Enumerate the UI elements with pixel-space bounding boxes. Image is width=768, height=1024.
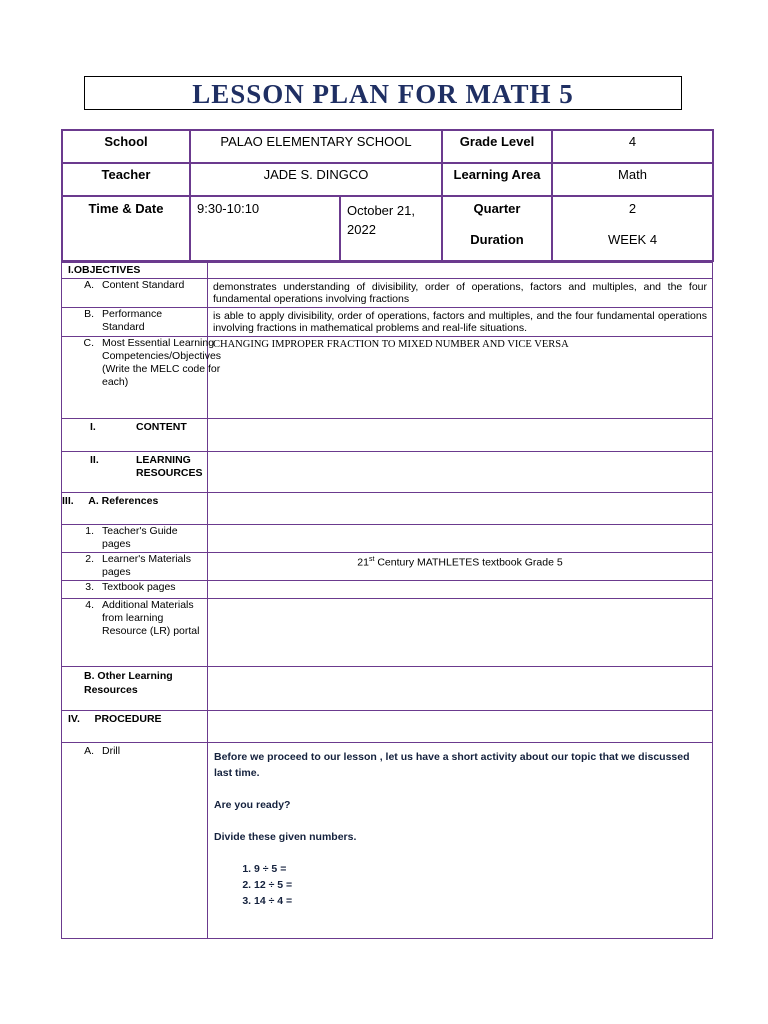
quarter-label: Quarter <box>473 201 521 216</box>
duration-value: WEEK 4 <box>607 232 658 247</box>
drill-intro: Before we proceed to our lesson , let us have a short activity about our topic that we discussed last time. <box>214 751 690 779</box>
other-resources-label: B. Other Learning Resources <box>62 667 208 711</box>
textbook-title: Century MATHLETES textbook Grade 5 <box>377 556 563 569</box>
references-num: III. <box>62 495 74 507</box>
reference-num: 3. <box>85 581 94 593</box>
page-title: LESSON PLAN FOR MATH 5 <box>192 79 574 109</box>
resources-num: II. <box>90 454 99 466</box>
references-label: A. References <box>88 495 159 507</box>
melc-label: Most Essential Learning Competencies/Objectives (Write the MELC code for each) <box>102 337 222 388</box>
teacher-value: JADE S. DINGCO <box>190 163 442 196</box>
resources-cell <box>62 452 208 493</box>
drill-list <box>214 861 706 909</box>
duration-label: Duration <box>470 232 524 247</box>
date-value: October 21, 2022 <box>340 196 442 261</box>
drill-item: 2. 12 ÷ 5 = <box>254 877 706 893</box>
performance-standard-cell <box>62 308 208 337</box>
content-standard-label: Content Standard <box>102 279 185 291</box>
drill-instruction: Divide these given numbers. <box>214 831 357 843</box>
performance-num: B. <box>84 308 94 320</box>
time-label: Time & Date <box>62 196 190 261</box>
learners-materials-value <box>208 553 713 581</box>
reference-num: 1. <box>85 525 94 537</box>
performance-label: Performance Standard <box>102 308 163 333</box>
reference-item-4 <box>62 599 208 667</box>
content-standard-num: A. <box>84 279 94 291</box>
procedure-cell <box>62 711 208 743</box>
area-label: Learning Area <box>442 163 552 196</box>
reference-item-1 <box>62 525 208 553</box>
reference-item-2 <box>62 553 208 581</box>
teacher-label: Teacher <box>62 163 190 196</box>
drill-label: Drill <box>102 745 121 757</box>
area-value: Math <box>552 163 713 196</box>
school-value: PALAO ELEMENTARY SCHOOL <box>190 130 442 163</box>
content-standard-cell <box>62 279 208 308</box>
grade-value: 4 <box>552 130 713 163</box>
info-table <box>61 129 714 262</box>
quarter-duration-labels <box>442 196 552 261</box>
reference-label: Textbook pages <box>102 581 176 593</box>
time-value: 9:30-10:10 <box>190 196 340 261</box>
drill-ready: Are you ready? <box>214 799 291 811</box>
reference-item-3 <box>62 581 208 599</box>
performance-standard-text: is able to apply divisibility, order of operations, factors and multiples, and the four fundamental operations involving fractions in mathematical problems and real-life situations. <box>208 308 713 337</box>
reference-num: 4. <box>85 599 94 611</box>
resources-label: LEARNING RESOURCES <box>136 454 203 479</box>
melc-cell <box>62 337 222 419</box>
melc-text: CHANGING IMPROPER FRACTION TO MIXED NUMBER AND VICE VERSA <box>208 337 713 419</box>
content-label: CONTENT <box>136 421 187 433</box>
melc-num: C. <box>83 337 94 349</box>
quarter-value: 2 <box>628 201 637 216</box>
main-table <box>61 262 713 939</box>
title-box <box>84 76 682 110</box>
textbook-century-num: 21 <box>357 556 369 569</box>
drill-cell <box>62 743 208 939</box>
procedure-num: IV. <box>68 713 80 725</box>
content-num: I. <box>90 421 96 433</box>
reference-label: Additional Materials from learning Resource (LR) portal <box>102 599 200 637</box>
procedure-label: PROCEDURE <box>94 713 162 725</box>
content-cell <box>62 419 208 452</box>
drill-content <box>208 743 713 939</box>
school-label: School <box>62 130 190 163</box>
content-standard-text: demonstrates understanding of divisibility, order of operations, factors and multiples, and the four fundamental operations involving fractions <box>208 279 713 308</box>
grade-label: Grade Level <box>442 130 552 163</box>
reference-label: Teacher's Guide pages <box>102 525 178 550</box>
textbook-century-suffix: st <box>368 556 375 563</box>
reference-label: Learner's Materials pages <box>102 553 191 578</box>
drill-num: A. <box>84 745 94 757</box>
drill-item: 1. 9 ÷ 5 = <box>254 861 706 877</box>
references-cell <box>62 493 208 525</box>
objectives-heading: I.OBJECTIVES <box>62 263 208 279</box>
reference-num: 2. <box>85 553 94 565</box>
drill-item: 3. 14 ÷ 4 = <box>254 893 706 909</box>
quarter-duration-values <box>552 196 713 261</box>
